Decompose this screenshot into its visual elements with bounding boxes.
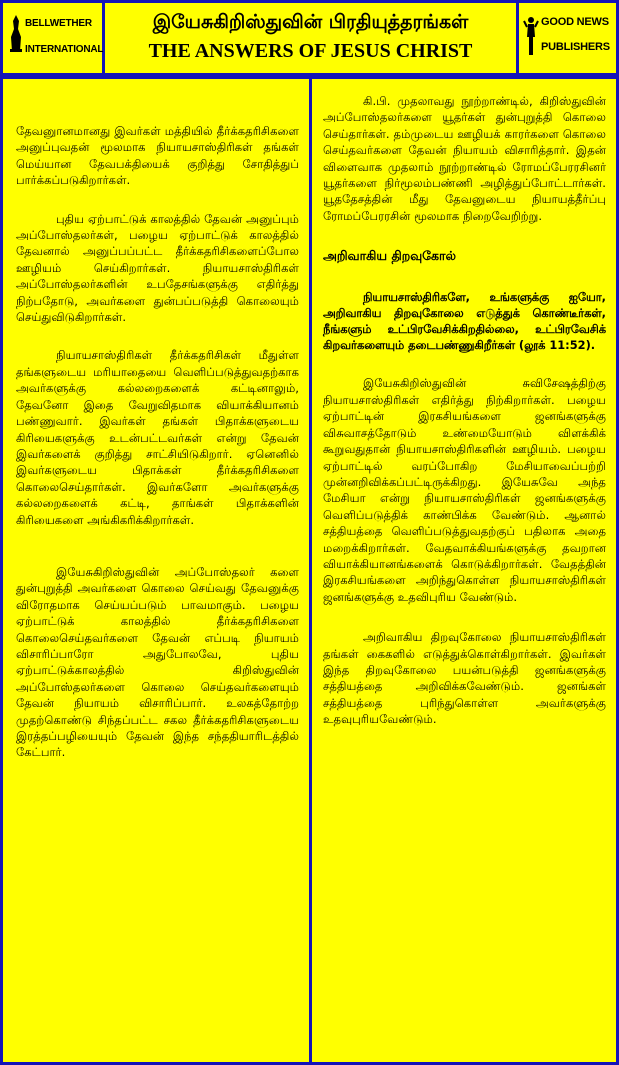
title-box <box>105 3 516 73</box>
left-paragraph-1: தேவனுானமானது இவர்கள் மத்தியில் தீர்க்கதரிசிகளை அனுப்புவதன் மூலமாக நியாயசாஸ்திரிகள் தங்கள் மெய்யான தேவபக்தியைக் குறித்து சோதித்துப் பார்க்கப்படுகிறார்கள். <box>16 124 299 188</box>
left-paragraph-3: நியாயசாஸ்திரிகள் தீர்க்கதரிசிகள் மீதுள்ள தங்களுடைய மரியாதையை வெளிப்படுத்துவதற்காக அவர்களுக்கு கல்லறைகளைக் கட்டினாலும், தேவனோ இதை வேறுவிதமாக வியாக்கியானம் பண்ணுவார். இவர்கள் தங்கள் பிதாக்களுடைய கிரியைகளுக்கு உடன்பட்டவர்கள் என்று தேவன் இவர்களைக் குறித்து சாட்சியிடுகிறார். ஏனெனில் இவர்களுடைய பிதாக்கள் தீர்க்கதரிசிகளை கொலைசெய்தார்கள். இவர்களோ அவர்களுக்கு கல்லறைகளைக் கட்டி, தாங்கள் பிதாக்களின் கிரியைகளை அங்கிகரிக்கிறார்கள். <box>16 348 299 527</box>
good-news-logo <box>516 3 616 73</box>
bellwether-logo <box>3 3 105 73</box>
header <box>0 0 619 76</box>
section-heading: அறிவாகிய திறவுகோல் <box>323 248 456 264</box>
page-title-english: THE ANSWERS OF JESUS CHRIST <box>148 40 473 62</box>
bellwether-sheep-icon <box>8 13 24 53</box>
left-column <box>16 79 299 761</box>
left-paragraph-4: இயேசுகிறிஸ்துவின் அப்போஸ்தலர் களை துன்புறுத்தி அவர்களை கொலை செய்வது தேவனுக்கு விரோதமாக செய்யப்படும் பாவமாகும். பழைய ஏற்பாட்டுக் காலத்தில் தீர்க்கதரிசிகளை கொலைசெய்தவர்களை தேவன் எப்படி நியாயம் விசாரிப்பாரோ அதுபோலவே, புதிய ஏற்பாட்டுக்காலத்தில் கிறிஸ்துவின் அப்போஸ்தலர்களை கொலை செய்தவர்களையும் தேவன் நியாயம் விசாரிப்பார். உலகத்தோற்ற முதற்கொண்டு சிந்தப்பட்ட சகல தீர்க்கதரிசிகளுடைய இரத்தப்பழியையும் தேவன் இந்த சந்ததியாரிடத்தில் கேட்பார். <box>16 564 299 760</box>
good-news-logo-text <box>541 16 610 54</box>
logo-line-1: BELLWETHER <box>25 18 92 29</box>
right-paragraph-1: கி.பி. முதலாவது நூற்றாண்டில், கிறிஸ்துவின் அப்போஸ்தலர்களை யூதர்கள் துன்புறுத்தி கொலை செய்தார்கள். தம்முடைய ஊழியக் காரர்களை கொலை செய்தவர்களை தேவன் நியாயம் விசாரித்தார். இதன் விளைவாக முதலாம் நூற்றாண்டில் ரோமப்பேரரசினர் யூதர்களை நிர்மூலம்பண்ணி அழித்துப்போட்டார்கள். யூததேசத்தின் மீது தேவனுடைய நியாயத்தீர்ப்பு ரோமப்பேரரசின் மூலமாக நிறைவேறிற்று. <box>323 94 606 223</box>
logo-line-2: PUBLISHERS <box>541 41 610 53</box>
right-paragraph-2: இயேசுகிறிஸ்துவின் சுவிசேஷத்திற்கு நியாயசாஸ்திரிகள் எதிர்த்து நிற்கிறார்கள். பழைய ஏற்பாட்டின் இரகசியங்களை ஜனங்களுக்கு விசுவாசத்தோடும் உண்மையோடும் விளக்கிக் கூறுவதுதான் நியாயசாஸ்திரிகளின் ஊழியம். பழைய ஏற்பாட்டில் வரப்போகிற மேசியாவைப்பற்றி முன்னறிவிக்கப்பட்டிருக்கிறது. இயேசுவே அந்த மேசியா என்று நியாயசாஸ்திரிகள் ஜனங்களுக்கு வெளிப்படுத்திக் காண்பிக்க வேண்டும். ஆனால் சத்தியத்தை வெளிப்படுத்துவதற்குப் பதிலாக அதை மறைக்கிறார்கள். வேதவாக்கியங்களுக்கு தவறான வியாக்கியானங்களைக் கொடுக்கிறார்கள். வேதத்தின் இரகசியங்களை அறிந்துகொள்ள நியாயசாஸ்திரிகள் ஜனங்களுக்கு உதவிபுரிய வேண்டும். <box>323 376 606 604</box>
bellwether-logo-text <box>25 18 103 56</box>
logo-line-1: GOOD NEWS <box>541 16 609 28</box>
body-frame <box>0 76 619 1065</box>
scripture-quote: நியாயசாஸ்திரிகளே, உங்களுக்கு ஐயோ, அறிவாகிய திறவுகோலை எடுத்துக் கொண்டீர்கள், நீங்களும் உட்பிரவேசிக்கிறதில்லை, உட்பிரவேசிக் கிறவர்களையும் தடைபண்ணுகிறீர்கள் (லூக் 11:52). <box>323 289 606 353</box>
logo-line-2: INTERNATIONAL <box>25 44 104 55</box>
column-divider <box>309 79 312 1062</box>
right-column <box>323 79 606 728</box>
page-title-tamil: இயேசுகிறிஸ்துவின் பிரதியுத்தரங்கள் <box>152 11 469 33</box>
left-paragraph-2: புதிய ஏற்பாட்டுக் காலத்தில் தேவன் அனுப்பும் அப்போஸ்தலர்கள், பழைய ஏற்பாட்டுக் காலத்தில் தேவனால் அனுப்பப்பட்ட தீர்க்கதரிசிகளைப்போல ஊழியம் செய்கிறார்கள். நியாயசாஸ்திரிகள் அப்போஸ்தலர்களின் உபதேசங்களுக்கு எதிர்த்து நிற்பதோடு, அவர்களை துன்பப்படுத்தி கொலையும் செய்துவிடுகிறார்கள். <box>16 211 299 325</box>
right-paragraph-3: அறிவாகிய திறவுகோலை நியாயசாஸ்திரிகள் தங்கள் கைகளில் எடுத்துக்கொள்கிறார்கள். இவர்கள் இந்த திறவுகோலை பயன்படுத்தி ஜனங்களுக்கு சத்தியத்தை அறிவிக்கவேண்டும். ஜனங்கள் சத்தியத்தை புரிந்துகொள்ள அவர்களுக்கு உதவுபுரியவேண்டும். <box>323 630 606 727</box>
good-news-figure-icon <box>523 15 539 59</box>
